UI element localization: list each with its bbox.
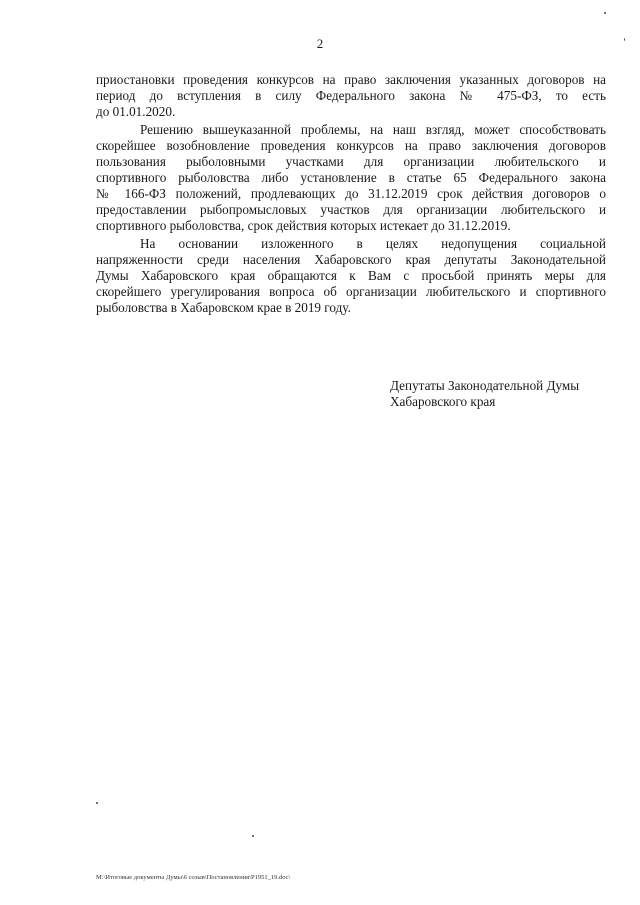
paragraph-2-line-2: скорейшее возобновление проведения конкурсов на право заключения договоров: [96, 138, 606, 153]
paragraph-1-line-3: до 01.01.2020.: [96, 104, 176, 119]
paragraph-2-line-5: № 166-ФЗ положений, продлевающих до 31.12.2019 срок действия договоров о: [96, 186, 606, 201]
paragraph-3-line-4: скорейшего урегулирования вопроса об организации любительского и спортивного: [96, 284, 606, 299]
scan-speck: [624, 38, 625, 41]
paragraph-3-line-2: напряженности среди населения Хабаровского края депутаты Законодательной: [96, 252, 606, 267]
paragraph-2-line-6: предоставлении рыбопромысловых участков для организации любительского и: [96, 202, 606, 217]
paragraph-1-line-2: период до вступления в силу Федерального закона № 475-ФЗ, то есть: [96, 88, 606, 103]
paragraph-3-line-3: Думы Хабаровского края обращаются к Вам с просьбой принять меры для: [96, 268, 606, 283]
paragraph-2-line-7: спортивного рыболовства, срок действия которых истекает до 31.12.2019.: [96, 218, 511, 233]
paragraph-3-line-1: На основании изложенного в целях недопущения социальной: [140, 236, 606, 251]
scan-speck: [96, 802, 98, 804]
signature-line-1: Депутаты Законодательной Думы: [390, 378, 580, 393]
paragraph-2-line-3: пользования рыболовными участками для организации любительского и: [96, 154, 606, 169]
page-number: 2: [316, 36, 324, 51]
paragraph-2-line-1: Решению вышеуказанной проблемы, на наш взгляд, может способствовать: [140, 122, 606, 137]
paragraph-3-line-5: рыболовства в Хабаровском крае в 2019 году.: [96, 300, 351, 315]
footer-file-path: М:\Итоговые документы Думы\6 созыв\Постановления\P1951_19.doc\: [96, 874, 291, 881]
scan-speck: [252, 835, 254, 837]
signature-line-2: Хабаровского края: [390, 394, 496, 409]
paragraph-1-line-1: приостановки проведения конкурсов на право заключения указанных договоров на: [96, 72, 606, 87]
paragraph-2-line-4: спортивного рыболовства либо установление в статье 65 Федерального закона: [96, 170, 606, 185]
scan-speck: [604, 12, 606, 14]
